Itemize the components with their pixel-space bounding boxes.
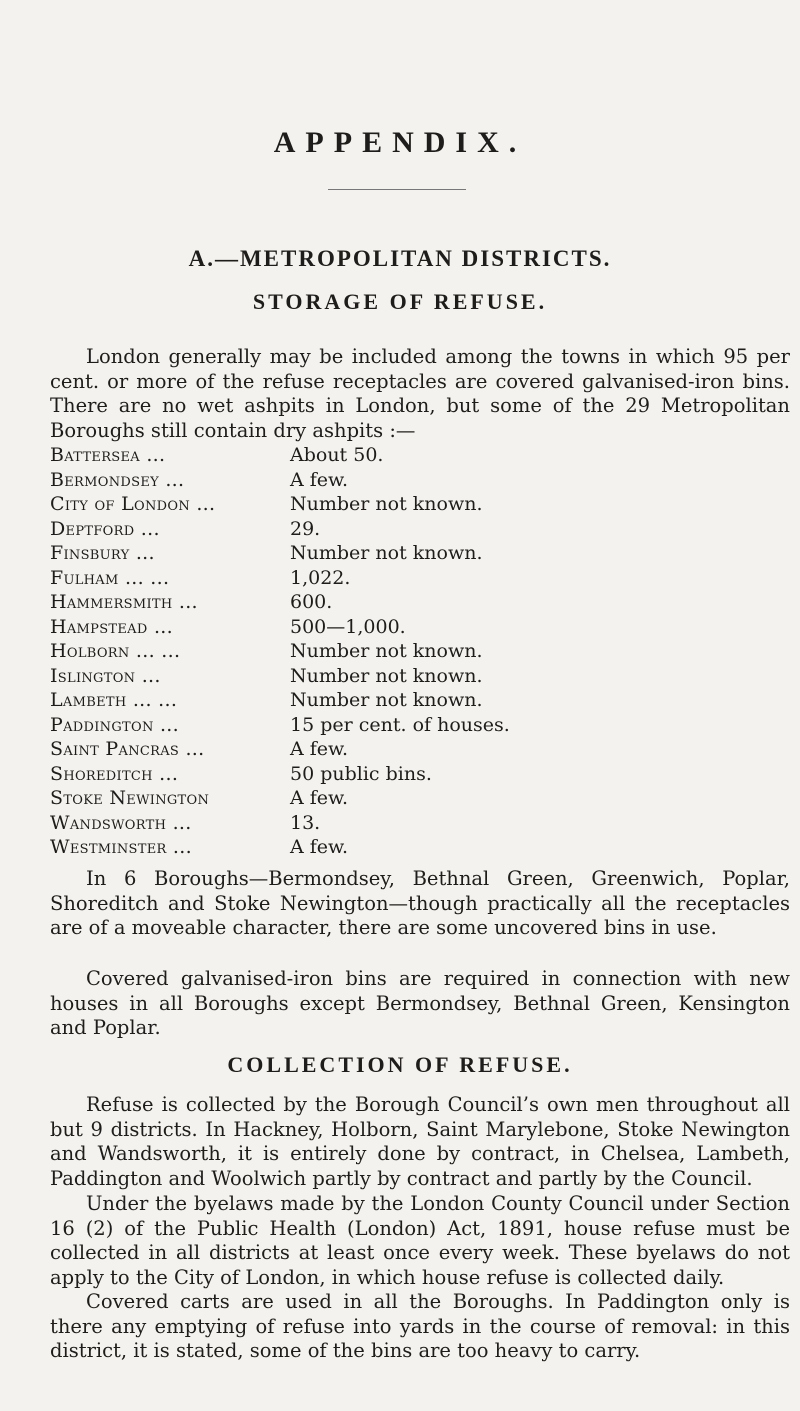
ashpit-row (50, 616, 770, 641)
ashpit-count: Number not known. (290, 493, 483, 515)
ashpit-count: 50 public bins. (290, 762, 432, 785)
ashpit-count: 15 per cent. of houses. (290, 713, 510, 736)
ashpit-row (50, 640, 770, 665)
borough-cell (50, 640, 290, 662)
borough-name: Hammersmith (50, 591, 173, 613)
collection-paragraph-3: Covered carts are used in all the Boroughs. In Paddington only is there any emptying of refuse into yards in the course of removal: in this district, it is stated, some of the bins are too heavy to carry. (50, 1290, 790, 1362)
borough-cell (50, 689, 290, 711)
borough-cell (50, 738, 290, 760)
ashpit-row (50, 787, 770, 812)
ashpit-count: Number not known. (290, 689, 483, 711)
borough-name: Hampstead (50, 615, 148, 638)
ashpit-count: 500—1,000. (290, 615, 406, 638)
borough-cell (50, 493, 290, 515)
leader-dots: ... (135, 542, 155, 564)
leader-dots: ... ... (132, 689, 178, 711)
borough-cell (50, 763, 290, 785)
leader-dots: ... ... (135, 640, 181, 662)
borough-cell (50, 836, 290, 858)
leader-dots: ... (153, 615, 173, 638)
leader-dots: ... (159, 713, 179, 736)
leader-dots: ... (185, 738, 205, 760)
ashpit-row (50, 591, 770, 616)
storage-heading: STORAGE OF REFUSE. (252, 289, 548, 314)
borough-name: Paddington (50, 713, 154, 736)
ashpit-row (50, 812, 770, 837)
ashpit-row (50, 714, 770, 739)
borough-cell (50, 542, 290, 564)
borough-cell (50, 591, 290, 613)
ashpit-row (50, 665, 770, 690)
ashpit-count: About 50. (290, 444, 384, 466)
borough-name: City of London (50, 493, 190, 515)
appendix-title: APPENDIX. (273, 126, 527, 159)
ashpit-count: 29. (290, 517, 321, 540)
borough-cell (50, 567, 290, 589)
ashpit-count: A few. (290, 738, 349, 760)
ashpit-row (50, 738, 770, 763)
leader-dots: ... (140, 517, 160, 540)
title-divider (328, 189, 466, 190)
borough-name: Islington (50, 664, 136, 687)
borough-name: Fulham (50, 566, 119, 589)
leader-dots: ... (196, 493, 216, 515)
ashpit-count: A few. (290, 787, 349, 809)
borough-name: Lambeth (50, 689, 127, 711)
ashpit-count: 13. (290, 811, 321, 834)
ashpit-count: A few. (290, 468, 349, 491)
ashpit-row (50, 567, 770, 592)
ashpit-row (50, 836, 770, 861)
ashpit-row (50, 444, 770, 469)
borough-cell (50, 714, 290, 736)
boroughs-paragraph: In 6 Boroughs—Bermondsey, Bethnal Green, Greenwich, Poplar, Shoreditch and Stoke Newington—though practically all the receptacles are of a moveable character, there are some uncovered bins in use. (50, 867, 790, 939)
ashpit-row (50, 763, 770, 788)
borough-cell (50, 518, 290, 540)
leader-dots: ... (172, 811, 192, 834)
collection-heading: COLLECTION OF REFUSE. (227, 1052, 573, 1077)
leader-dots: ... (159, 762, 179, 785)
borough-name: Holborn (50, 640, 130, 662)
ashpit-row (50, 469, 770, 494)
collection-paragraph-2: Under the byelaws made by the London County Council under Section 16 (2) of the Public Health (London) Act, 1891, house refuse must be collected in all districts at least once every week. These byelaws do not apply to the City of London, in which house refuse is collected daily. (50, 1192, 790, 1289)
ashpit-row (50, 493, 770, 518)
leader-dots: ... (165, 468, 185, 491)
borough-cell (50, 787, 290, 809)
borough-name: Finsbury (50, 542, 130, 564)
borough-cell (50, 469, 290, 491)
ashpit-row (50, 689, 770, 714)
borough-cell (50, 616, 290, 638)
borough-name: Saint Pancras (50, 738, 180, 760)
ashpit-count: 600. (290, 591, 333, 613)
leader-dots: ... (146, 444, 166, 466)
collection-paragraph-1: Refuse is collected by the Borough Council’s own men throughout all but 9 districts. In Hackney, Holborn, Saint Marylebone, Stoke Newington and Wandsworth, it is entirely done by contract, in Chelsea, Lambeth, Paddington and Woolwich partly by contract and partly by the Council. (50, 1093, 790, 1190)
section-heading-metropolitan: A.—METROPOLITAN DISTRICTS. (188, 246, 612, 271)
borough-name: Battersea (50, 444, 140, 466)
borough-name: Bermondsey (50, 468, 159, 491)
covered-bins-paragraph: Covered galvanised-iron bins are required in connection with new houses in all Boroughs except Bermondsey, Bethnal Green, Kensington and Poplar. (50, 967, 790, 1039)
ashpit-row (50, 542, 770, 567)
borough-cell (50, 665, 290, 687)
leader-dots: ... ... (124, 566, 170, 589)
borough-name: Shoreditch (50, 762, 153, 785)
ashpit-list (50, 444, 770, 861)
borough-cell (50, 444, 290, 466)
ashpit-count: Number not known. (290, 542, 483, 564)
borough-name: Westminster (50, 836, 167, 858)
borough-name: Wandsworth (50, 811, 167, 834)
ashpit-count: Number not known. (290, 640, 483, 662)
borough-name: Deptford (50, 517, 135, 540)
leader-dots: ... (141, 664, 161, 687)
ashpit-count: A few. (290, 836, 349, 858)
borough-name: Stoke Newington (50, 787, 210, 809)
ashpit-count: Number not known. (290, 664, 483, 687)
ashpit-count: 1,022. (290, 566, 351, 589)
ashpit-row (50, 518, 770, 543)
leader-dots: ... (178, 591, 198, 613)
leader-dots: ... (172, 836, 192, 858)
borough-cell (50, 812, 290, 834)
intro-paragraph: London generally may be included among the towns in which 95 per cent. or more of the refuse receptacles are covered galvanised-iron bins. There are no wet ashpits in London, but some of the 29 Metropolitan Boroughs still contain dry ashpits :— (50, 345, 790, 442)
